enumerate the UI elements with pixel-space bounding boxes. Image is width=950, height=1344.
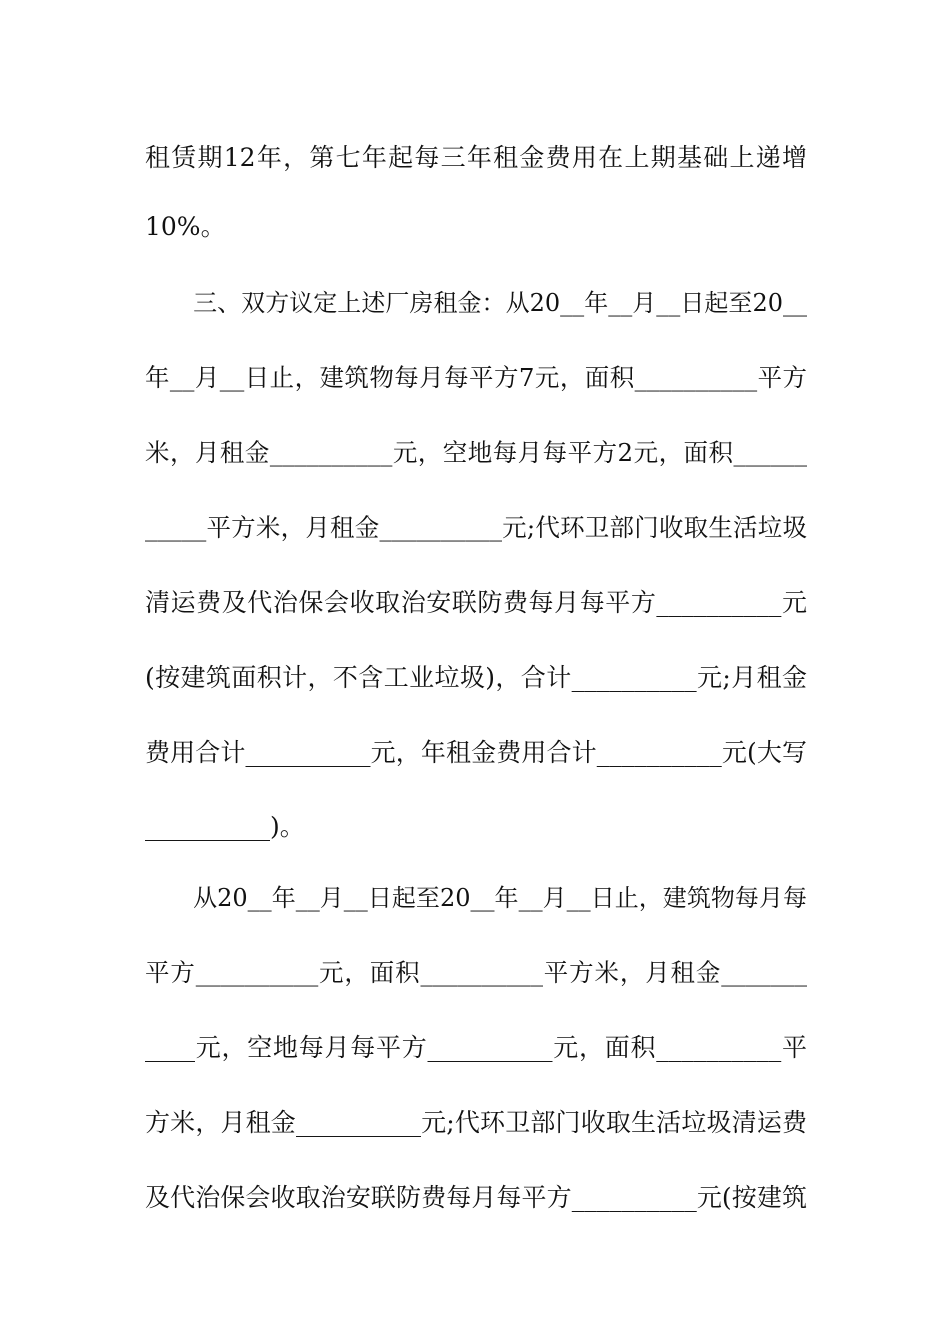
text-line-8: (按建筑面积计，不含工业垃圾)，合计__________元;月租金 [145, 663, 807, 692]
text-line-14: 方米，月租金__________元;代环卫部门收取生活垃圾清运费 [145, 1108, 807, 1137]
text-line-11: 从20__年__月__日起至20__年__月__日止，建筑物每月每 [145, 884, 807, 912]
text-line-2: 10%。 [145, 212, 226, 241]
text-line-5: 米，月租金__________元，空地每月每平方2元，面积______ [145, 438, 807, 467]
text-line-13: ____元，空地每月每平方__________元，面积__________平 [145, 1033, 807, 1062]
text-line-10: __________)。 [145, 812, 305, 841]
text-line-12: 平方__________元，面积__________平方米，月租金_______ [145, 958, 807, 987]
text-line-1: 租赁期12年，第七年起每三年租金费用在上期基础上递增 [145, 143, 807, 172]
text-line-4: 年__月__日止，建筑物每月每平方7元，面积__________平方 [145, 363, 807, 392]
text-line-7: 清运费及代治保会收取治安联防费每月每平方__________元 [145, 588, 807, 617]
text-line-9: 费用合计__________元，年租金费用合计__________元(大写 [145, 738, 807, 767]
text-line-3: 三、双方议定上述厂房租金：从20__年__月__日起至20__ [145, 289, 807, 317]
text-line-15: 及代治保会收取治安联防费每月每平方__________元(按建筑 [145, 1183, 807, 1212]
text-line-6: _____平方米，月租金__________元;代环卫部门收取生活垃圾 [145, 513, 807, 542]
